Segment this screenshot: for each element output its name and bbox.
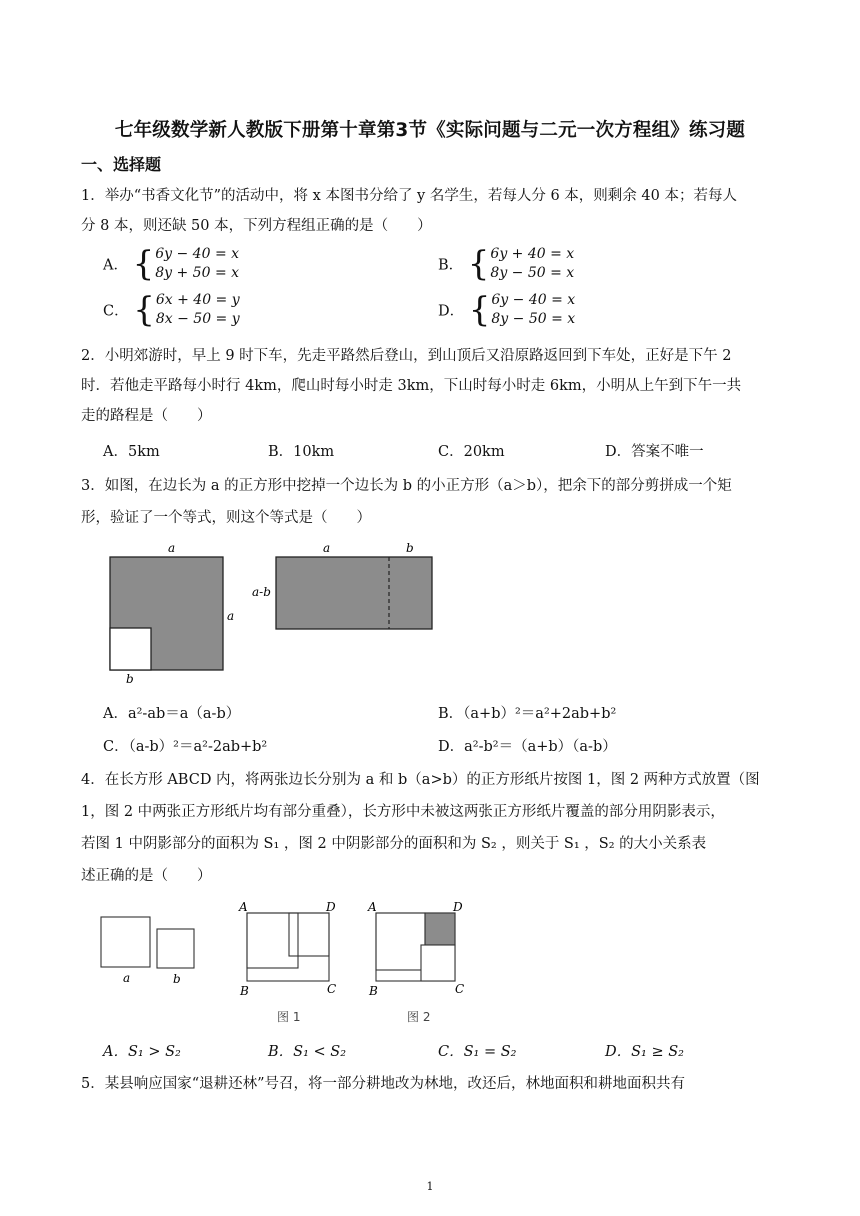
page-number: 1 (426, 1180, 434, 1193)
brace-icon: { (468, 290, 491, 330)
q4-option-c: C．S₁ = S₂ (438, 1044, 517, 1060)
q4-stem-line4: 述正确的是（ ） (81, 868, 212, 884)
q4-option-d: D．S₁ ≥ S₂ (605, 1044, 684, 1060)
label-square-a: a (123, 971, 131, 985)
q1-option-a-label: A． (103, 257, 128, 274)
brace-icon: { (132, 244, 155, 284)
label-square-b: b (173, 972, 181, 986)
q1-b-eq1: 6y + 40 = x (490, 246, 575, 262)
fig1-label-d: D (326, 900, 336, 914)
brace-icon: { (133, 290, 155, 330)
q1-option-d (438, 291, 575, 329)
rectangle-shape (276, 557, 432, 629)
figure1-rectangle (247, 913, 329, 981)
q4-option-a: A．S₁ > S₂ (103, 1044, 181, 1060)
figure1-caption: 图 1 (277, 1010, 301, 1024)
figure2-square-a (376, 913, 425, 970)
q4-figure (95, 895, 485, 1030)
small-square-shape (110, 628, 151, 670)
label-rect-a-minus-b: a-b (252, 585, 271, 599)
square-b-shape (157, 929, 194, 968)
label-rect-b: b (406, 541, 414, 555)
fig1-label-b: B (240, 984, 249, 998)
fig2-label-b: B (369, 984, 378, 998)
fig2-label-d: D (453, 900, 463, 914)
q2-stem-line3: 走的路程是（ ） (81, 408, 212, 424)
q1-c-eq1: 6x + 40 = y (155, 292, 240, 308)
q4-stem-line1: 4．在长方形 ABCD 内，将两张边长分别为 a 和 b（a>b）的正方形纸片按图 1，图 2 两种方式放置（图 (81, 772, 760, 788)
q4-stem-line3: 若图 1 中阴影部分的面积为 S₁ ，图 2 中阴影部分的面积和为 S₂ ，则关于 S₁ ，S₂ 的大小关系表 (81, 836, 707, 852)
q5-stem-line1: 5．某县响应国家“退耕还林”号召，将一部分耕地改为林地，改还后，林地面积和耕地面积共有 (81, 1076, 686, 1092)
q3-option-d: D．a²-b²＝（a+b）（a-b） (438, 739, 617, 755)
fig2-label-c: C (455, 982, 465, 996)
q1-stem-line2: 分 8 本，则还缺 50 本，下列方程组正确的是（ ） (81, 218, 432, 234)
brace-icon: { (467, 244, 490, 284)
q1-option-c (103, 291, 240, 329)
fig1-label-a: A (239, 900, 248, 914)
q2-option-d: D．答案不唯一 (605, 444, 704, 460)
q3-option-a: A．a²-ab＝a（a-b） (103, 706, 241, 722)
q1-c-eq2: 8x − 50 = y (155, 311, 240, 327)
figure2-shaded-region (425, 913, 455, 945)
figure2-square-b (421, 945, 455, 981)
q1-option-b-label: B． (438, 257, 464, 274)
page-title: 七年级数学新人教版下册第十章第3节《实际问题与二元一次方程组》练习题 (114, 120, 746, 141)
q2-option-c: C．20km (438, 444, 505, 460)
q2-stem-line1: 2．小明郊游时，早上 9 时下车，先走平路然后登山，到山顶后又沿原路返回到下车处，正好是下午 2 (81, 348, 732, 364)
q3-figure (100, 540, 450, 690)
q2-option-b: B．10km (268, 444, 335, 460)
q3-stem-line2: 形，验证了一个等式，则这个等式是（ ） (81, 510, 371, 526)
square-a-shape (101, 917, 150, 967)
q1-d-eq1: 6y − 40 = x (491, 292, 576, 308)
q1-option-a (103, 245, 239, 283)
fig2-label-a: A (368, 900, 377, 914)
label-b-bottom: b (126, 672, 134, 686)
figure1-square-b (289, 913, 329, 956)
section-heading: 一、选择题 (81, 155, 162, 174)
q3-option-b: B．（a+b）²＝a²+2ab+b² (438, 706, 617, 722)
q1-option-b (438, 245, 574, 283)
fig1-label-c: C (327, 982, 337, 996)
q4-option-b: B．S₁ < S₂ (268, 1044, 347, 1060)
q1-option-d-label: D． (438, 303, 465, 320)
q1-a-eq1: 6y − 40 = x (155, 246, 240, 262)
q1-stem-line1: 1．举办“书香文化节”的活动中，将 x 本图书分给了 y 名学生，若每人分 6 本，则剩余 40 本；若每人 (81, 188, 737, 204)
label-a-right: a (227, 609, 235, 623)
q3-stem-line1: 3．如图，在边长为 a 的正方形中挖掉一个边长为 b 的小正方形（a＞b），把余下的部分剪拼成一个矩 (81, 478, 732, 494)
q1-b-eq2: 8y − 50 = x (490, 265, 575, 281)
figure1-square-a (247, 913, 298, 968)
q2-stem-line2: 时．若他走平路每小时行 4km，爬山时每小时走 3km，下山时每小时走 6km，小明从上午到下午一共 (81, 378, 742, 394)
q3-option-c: C．（a-b）²＝a²-2ab+b² (103, 739, 268, 755)
q1-a-eq2: 8y + 50 = x (155, 265, 240, 281)
label-rect-a: a (323, 541, 331, 555)
q4-stem-line2: 1，图 2 中两张正方形纸片均有部分重叠），长方形中未被这两张正方形纸片覆盖的部分用阴影表示， (81, 804, 725, 820)
label-a-top: a (168, 541, 176, 555)
q1-d-eq2: 8y − 50 = x (491, 311, 576, 327)
q1-option-c-label: C． (103, 303, 129, 320)
q2-option-a: A．5km (103, 444, 160, 460)
figure2-caption: 图 2 (407, 1010, 431, 1024)
